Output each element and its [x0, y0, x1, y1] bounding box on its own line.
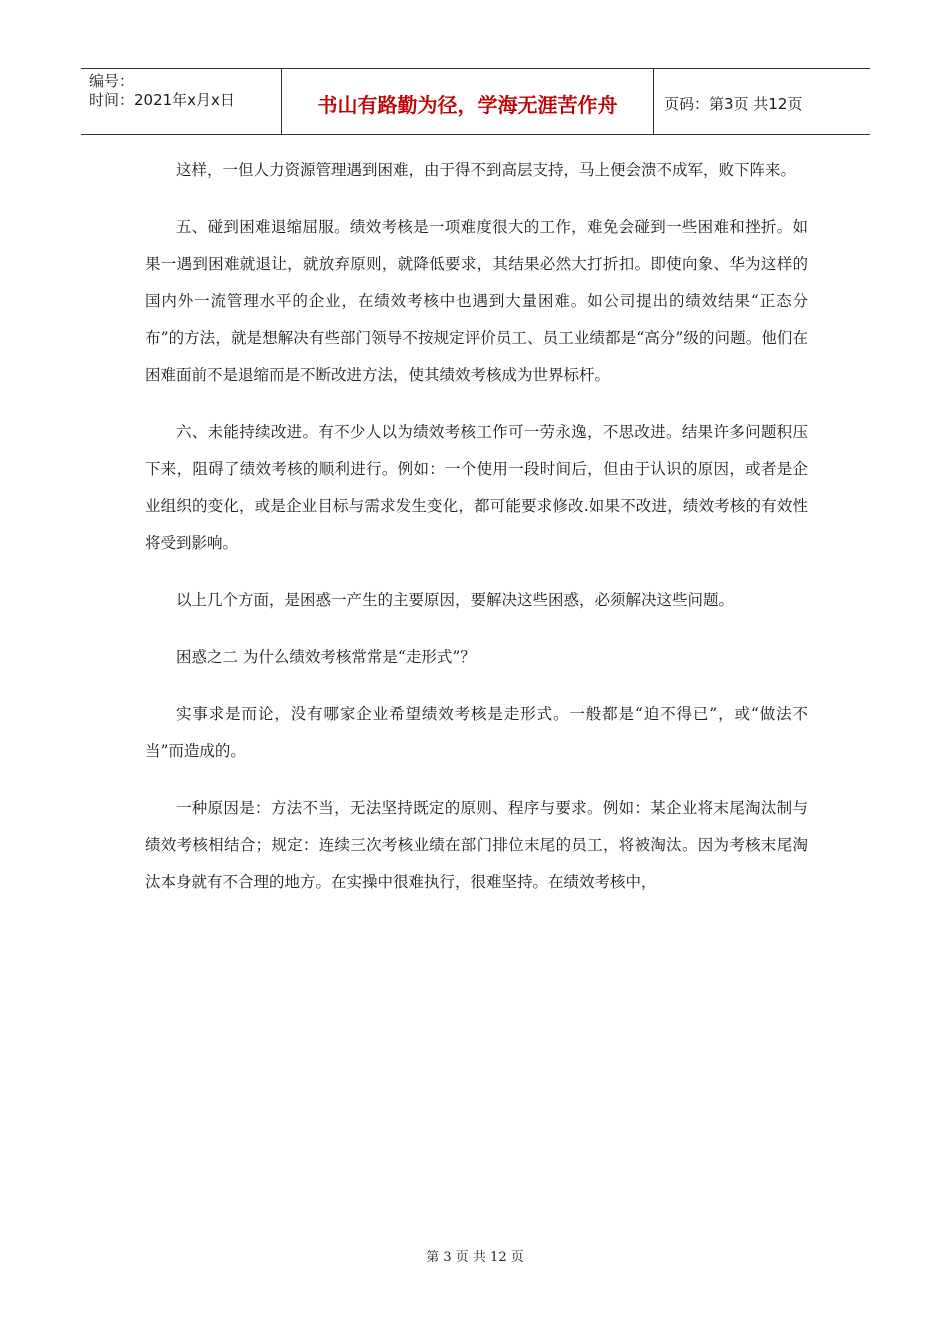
paragraph: 六、未能持续改进。有不少人以为绩效考核工作可一劳永逸，不思改进。结果许多问题积压下来，阻碍了绩效考核的顺利进行。例如：一个使用一段时间后，但由于认识的原因，或者是企业组织的变化，或是企业目标与需求发生变化，都可能要求修改.如果不改进，绩效考核的有效性将受到影响。	[145, 423, 808, 552]
paragraph: 五、碰到困难退缩屈服。绩效考核是一项难度很大的工作，难免会碰到一些困难和挫折。如果一遇到困难就退让，就放弃原则，就降低要求，其结果必然大打折扣。即使向象、华为这样的国内外一流管理水平的企业，在绩效考核中也遇到大量困难。如公司提出的绩效结果“正态分布”的方法，就是想解决有些部门领导不按规定评价员工、员工业绩都是“高分”级的问题。他们在困难面前不是退缩而是不断改进方法，使其绩效考核成为世界标杆。	[145, 218, 808, 384]
code-label: 编号：	[89, 72, 135, 90]
document-body	[145, 152, 808, 921]
header-motto: 书山有路勤为径，学海无涯苦作舟	[282, 69, 654, 134]
paragraph: 这样，一但人力资源管理遇到困难，由于得不到高层支持，马上便会溃不成军，败下阵来。	[176, 161, 797, 179]
header-meta	[81, 69, 282, 134]
section-heading: 困惑之二 为什么绩效考核常常是“走形式”？	[176, 648, 476, 666]
time-label: 时间：2021年x月x日	[89, 91, 235, 109]
header-page-info: 页码：第3页 共12页	[664, 95, 803, 113]
page-footer: 第 3 页 共 12 页	[426, 1250, 524, 1265]
document-header	[81, 68, 870, 135]
paragraph: 以上几个方面，是困惑一产生的主要原因，要解决这些困惑，必须解决这些问题。	[176, 591, 735, 609]
paragraph: 实事求是而论，没有哪家企业希望绩效考核是走形式。一般都是“迫不得已”，或“做法不当”而造成的。	[145, 705, 808, 760]
paragraph: 一种原因是：方法不当，无法坚持既定的原则、程序与要求。例如：某企业将末尾淘汰制与绩效考核相结合；规定：连续三次考核业绩在部门排位末尾的员工，将被淘汰。因为考核末尾淘汰本身就有不合理的地方。在实操中很难执行，很难坚持。在绩效考核中，	[145, 799, 808, 891]
